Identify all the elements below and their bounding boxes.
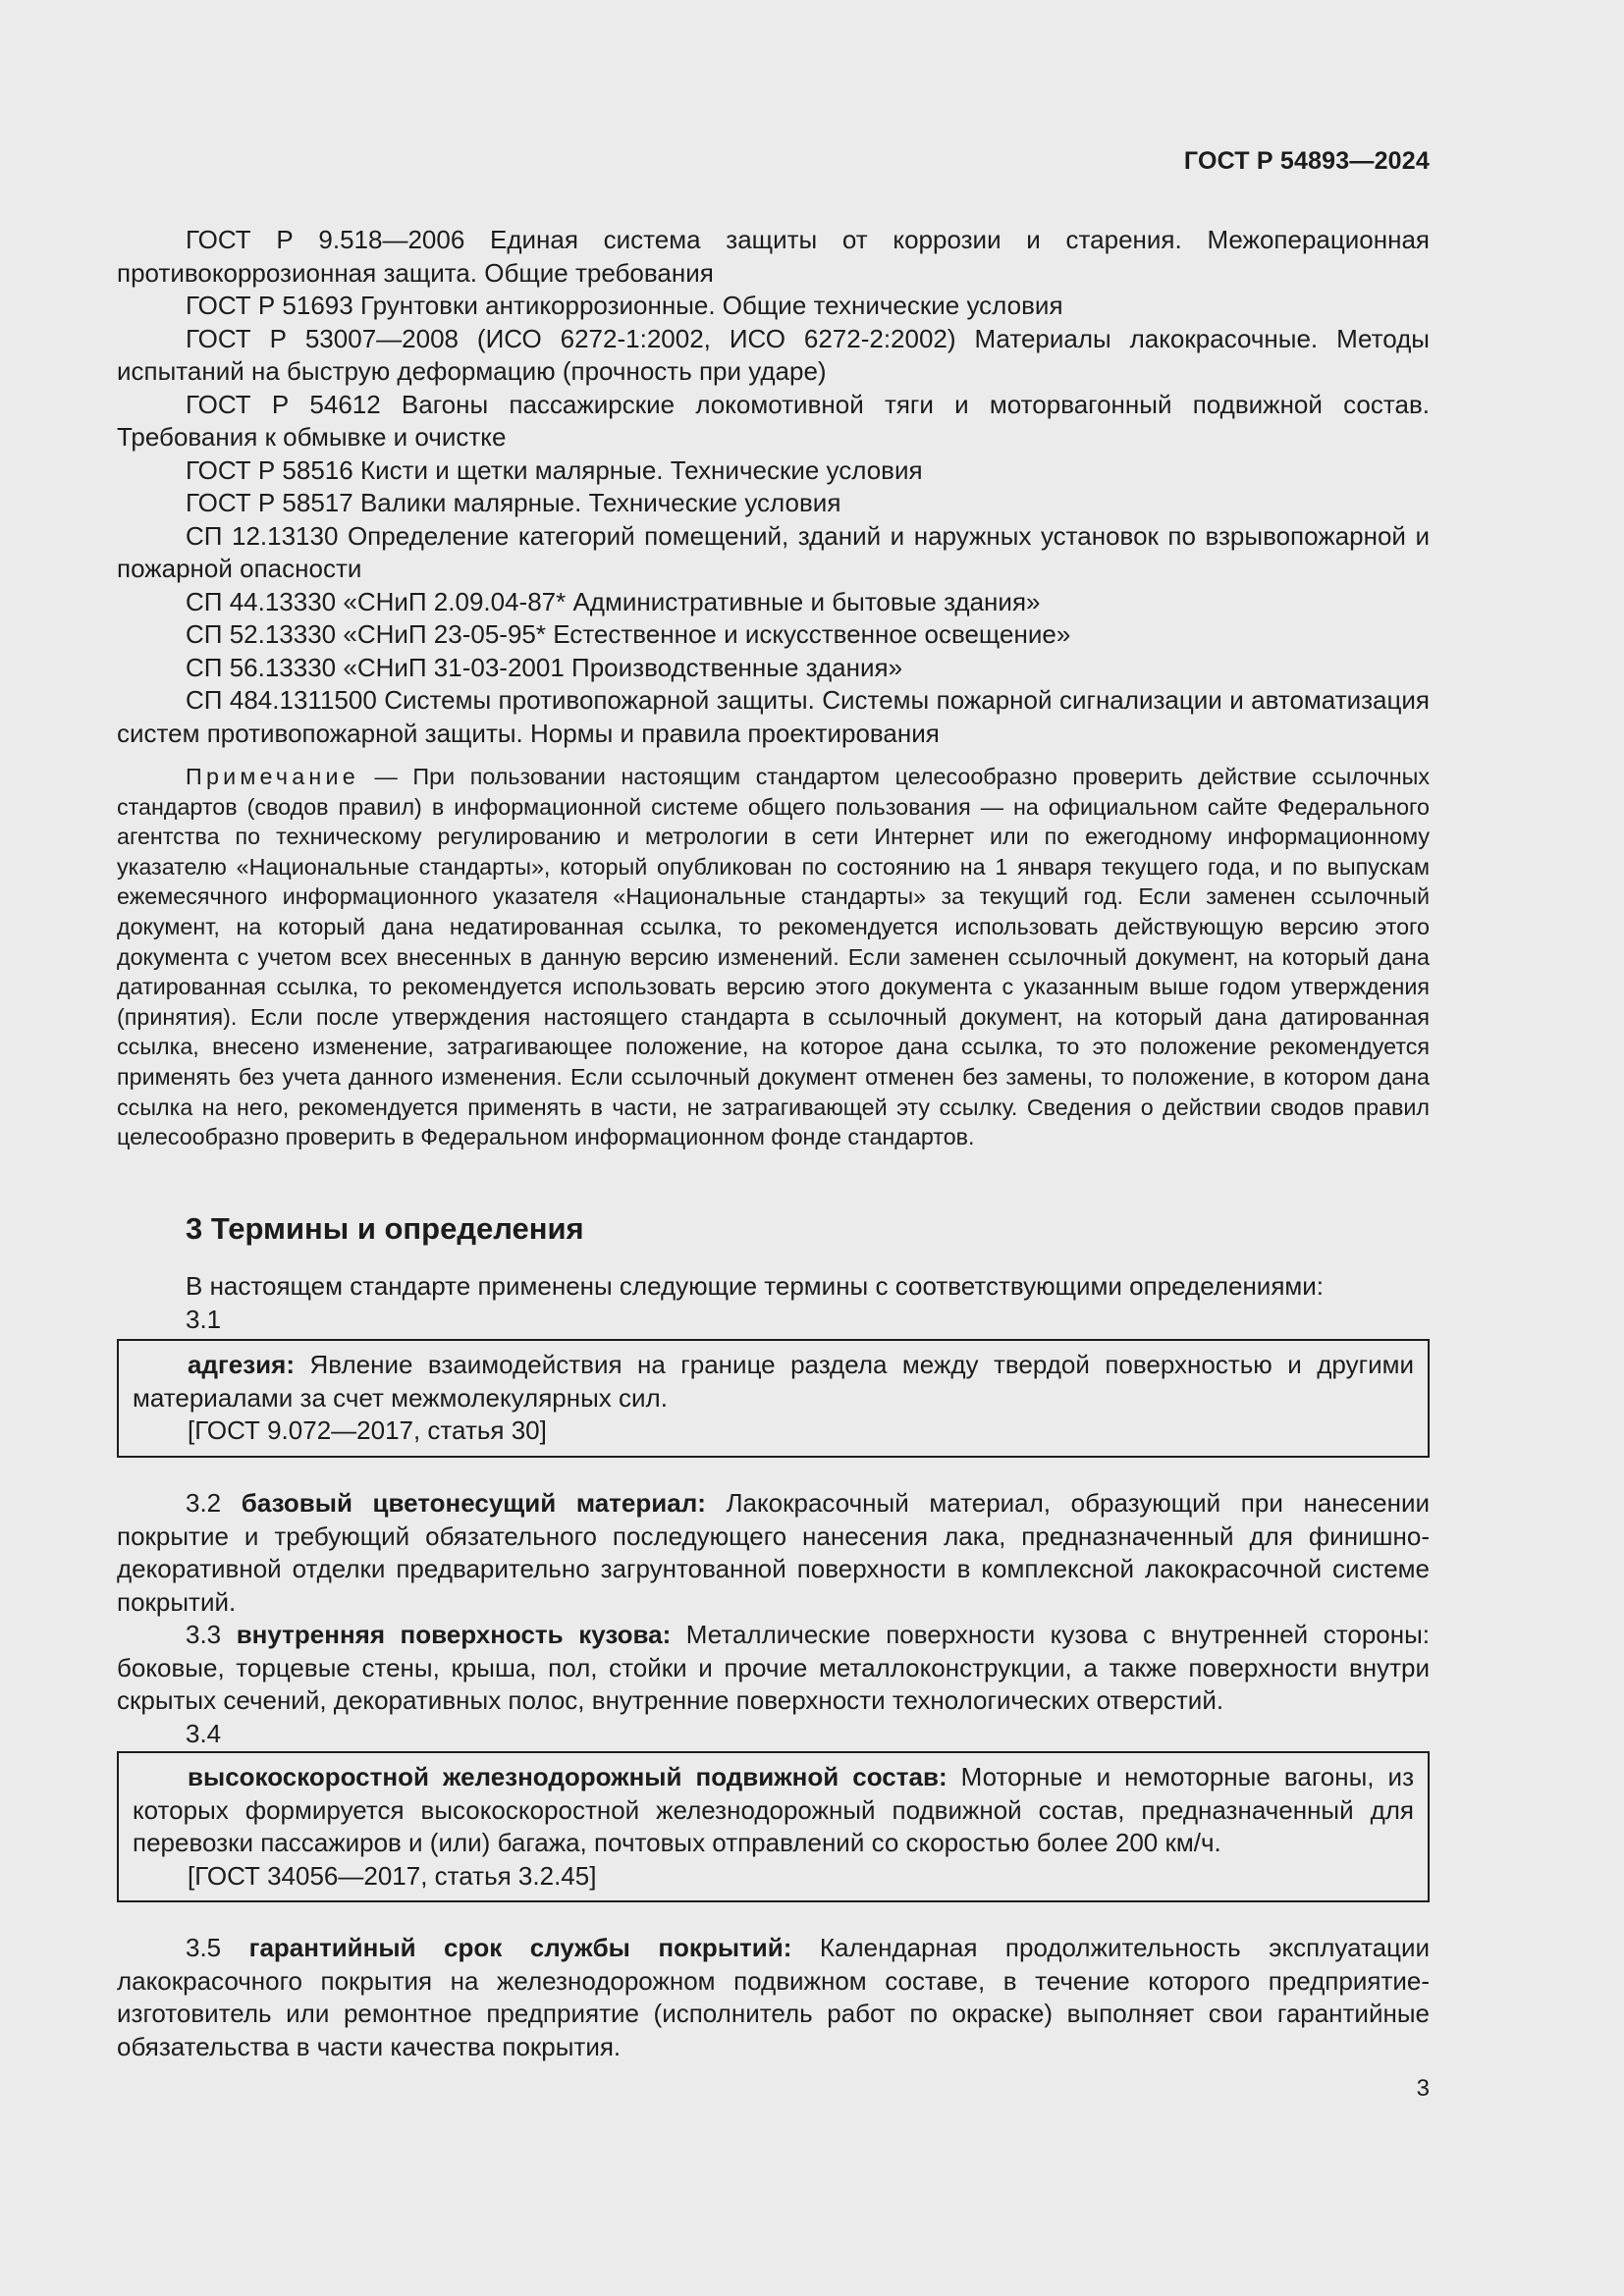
- term-number: 3.3: [186, 1620, 237, 1649]
- reference-item: ГОСТ Р 51693 Грунтовки антикоррозионные. Общие технические условия: [186, 291, 1063, 320]
- reference-item: ГОСТ Р 53007—2008 (ИСО 6272-1:2002, ИСО 6272-2:2002) Материалы лакокрасочные. Методы испытаний на быструю деформацию (прочность при ударе): [117, 323, 1430, 386]
- note-block: [117, 762, 1430, 1152]
- intro-text: В настоящем стандарте применены следующие термины с соответствующими определениями:: [186, 1271, 1325, 1301]
- term-definition: [117, 1487, 1430, 1619]
- section-intro: [117, 1270, 1430, 1336]
- term-definition: [133, 1761, 1414, 1860]
- term-text: Металлические поверхности кузова с внутренней стороны: боковые, торцевые стены, крыша, пол, стойки и прочие металлоконструкции, а также поверхности внутри скрытых сечений, декоративных полос, внутренние поверхности технологических отверстий.: [117, 1620, 1431, 1715]
- term-text: Явление взаимодействия на границе раздела между твердой поверхностью и другими материалами за счет межмолекулярных сил.: [133, 1350, 1414, 1413]
- reference-item: ГОСТ Р 58517 Валики малярные. Технические условия: [186, 488, 841, 517]
- note-paragraph: [117, 762, 1430, 1152]
- term-definition: [117, 1619, 1430, 1718]
- term-source: [ГОСТ 9.072—2017, статья 30]: [188, 1415, 547, 1445]
- terms-block: [117, 1932, 1430, 2063]
- term-text: Лакокрасочный материал, образующий при нанесении покрытие и требующий обязательного последующего нанесения лака, предназначенный для финишно-декоративной отделки предварительно загрунтованной поверхности в комплексной лакокрасочной системе покрытий.: [117, 1488, 1430, 1617]
- reference-item: СП 12.13130 Определение категорий помещений, зданий и наружных установок по взрывопожарной и пожарной опасности: [117, 520, 1430, 583]
- reference-item: ГОСТ Р 9.518—2006 Единая система защиты от коррозии и старения. Межоперационная противокоррозионная защита. Общие требования: [117, 225, 1430, 288]
- reference-item: СП 52.13330 «СНиП 23-05-95* Естественное и искусственное освещение»: [186, 619, 1071, 649]
- term-text: Моторные и немоторные вагоны, из которых формируется высокоскоростной железнодорожный подвижной состав, предназначенный для перевозки пассажиров и (или) багажа, почтовых отправлений со скоростью более 200 км/ч.: [133, 1762, 1414, 1857]
- term-definition: [133, 1349, 1414, 1415]
- term-number: 3.5: [186, 1933, 249, 1962]
- reference-item: СП 484.1311500 Системы противопожарной защиты. Системы пожарной сигнализации и автоматизация систем противопожарной защиты. Нормы и правила проектирования: [117, 685, 1430, 748]
- term-definition: [117, 1932, 1430, 2063]
- term-number: 3.2: [186, 1488, 242, 1518]
- term-name: адгезия:: [188, 1350, 295, 1379]
- term-name: базовый цветонесущий материал:: [241, 1488, 706, 1518]
- term-name: внутренняя поверхность кузова:: [236, 1620, 672, 1649]
- section-title: 3 Термины и определения: [186, 1211, 584, 1246]
- terms-block: [117, 1487, 1430, 1750]
- term-number: 3.1: [186, 1304, 222, 1334]
- note-text: — При пользовании настоящим стандартом целесообразно проверить действие ссылочных стандартов (сводов правил) в информационной системе общего пользования — на официальном сайте Федерального агентства по техническому регулированию и метрологии в сети Интернет или по ежегодному информационному указателю «Национальные стандарты», который опубликован по состоянию на 1 января текущего года, и по выпускам ежемесячного информационного указателя «Национальные стандарты» за текущий год. Если заменен ссылочный документ, на который дана недатированная ссылка, то рекомендуется использовать действующую версию этого документа с учетом всех внесенных в данную версию изменений. Если заменен ссылочный документ, на который дана датированная ссылка, то рекомендуется использовать версию этого документа с указанным выше годом утверждения (принятия). Если после утверждения настоящего стандарта в ссылочный документ, на который дана датированная ссылка, внесено изменение, затрагивающее положение, на которое дана ссылка, то это положение рекомендуется применять без учета данного изменения. Если ссылочный документ отменен без замены, то положение, в котором дана ссылка на него, рекомендуется применять в части, не затрагивающей эту ссылку. Сведения о действии сводов правил целесообразно проверить в Федеральном информационном фонде стандартов.: [117, 764, 1430, 1150]
- term-name: гарантийный срок службы покрытий:: [248, 1933, 792, 1962]
- note-label: Примечание: [186, 764, 359, 789]
- normative-references-list: [117, 224, 1430, 750]
- term-name: высокоскоростной железнодорожный подвижной состав:: [188, 1762, 947, 1791]
- reference-item: ГОСТ Р 54612 Вагоны пассажирские локомотивной тяги и моторвагонный подвижной состав. Требования к обмывке и очистке: [117, 389, 1430, 452]
- term-text: Календарная продолжительность эксплуатации лакокрасочного покрытия на железнодорожном подвижном составе, в течение которого предприятие-изготовитель или ремонтное предприятие (исполнитель работ по окраске) выполняет свои гарантийные обязательства в части качества покрытия.: [117, 1933, 1430, 2061]
- term-number: 3.4: [186, 1718, 222, 1748]
- page-number: 3: [1416, 2075, 1430, 2102]
- reference-item: СП 44.13330 «СНиП 2.09.04-87* Административные и бытовые здания»: [186, 586, 1041, 616]
- term-box-high-speed-rolling-stock: [117, 1751, 1430, 1902]
- term-box-adhesion: [117, 1339, 1430, 1458]
- document-code-header: ГОСТ Р 54893—2024: [1183, 147, 1430, 175]
- reference-item: ГОСТ Р 58516 Кисти и щетки малярные. Технические условия: [186, 454, 923, 485]
- term-source: [ГОСТ 34056—2017, статья 3.2.45]: [188, 1860, 597, 1891]
- reference-item: СП 56.13330 «СНиП 31-03-2001 Производственные здания»: [186, 652, 903, 682]
- section-heading: [117, 1209, 1430, 1249]
